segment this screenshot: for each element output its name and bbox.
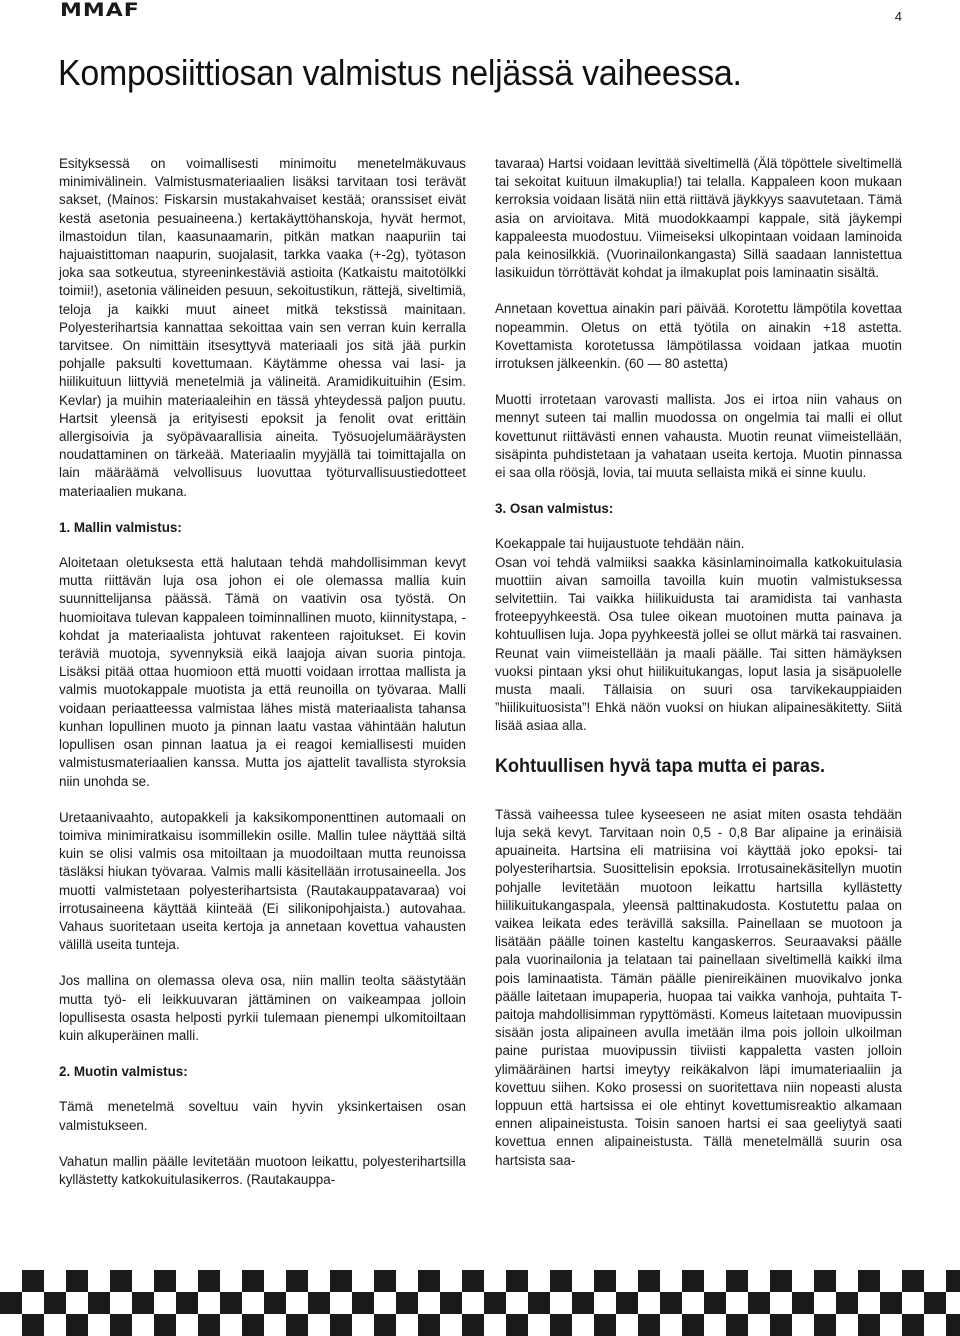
paragraph: Tämä menetelmä soveltuu vain hyvin yksinkertaisen osan valmistukseen. (59, 1099, 466, 1133)
brand-logo: MMAF (60, 0, 140, 22)
right-column (495, 155, 902, 1188)
paragraph: Aloitetaan oletuksesta että halutaan tehdä mahdollisimman kevyt mutta riittävän luja osa johon ei ole olemassa mallia kuin suunnittelijansa päässä. Tämä on vaativin osa työstä. On huomioitava tulevan kappaleen toiminnallinen muoto, kiinnitystapa, -kohdat ja materiaalista johtuvat rakenteen rajoitukset. Ei kovin teräviä muotoja, syvennyksiä eikä laajoja aivan suoria pintoja. Lisäksi pitää ottaa huomioon että muotti voidaan irrottaa mallista ja valmis muotokappale muotista ja että reunoilla on työvaraa. Malli voidaan periaatteessa valmistaa lähes mistä materiaalista tahansa kunhan lopullinen muoto ja pinnan laatu vastaa vähintään halutun lopullisen osan pinnan laatua ja ei reagoi kemiallisesti muiden valmistusmateriaalien kanssa. Mutta jos ajattelit tavallista styroksia niin unohda se. (59, 555, 466, 789)
page-number: 4 (894, 9, 902, 24)
paragraph: Annetaan kovettua ainakin pari päivää. Korotettu lämpötila kovettaa nopeammin. Oletus on että työtila on ainakin +18 astetta. Kovettamista korotetussa lämpötilassa voidaan jatkaa muotin irrotuksen jälkeenkin. (60 — 80 astetta) (495, 301, 902, 372)
paragraph: Vahatun mallin päälle levitetään muotoon leikattu, polyesterihartsilla kyllästetty katkokuitulasikerros. (Rautakauppa- (59, 1153, 466, 1187)
section-heading-mallin-valmistus: 1. Mallin valmistus: (59, 519, 182, 535)
paragraph: Uretaanivaahto, autopakkeli ja kaksikomponenttinen automaali on toimiva minimiratkaisu isommillekin osille. Mallin tulee näyttää siltä kuin se olisi valmis osa mitoiltaan ja muodoiltaan mutta reunoissa täsläksi hiukan työvaraa. Valmis malli käsitellään irrotusaineella. Jos muotti valmistetaan polyesterihartsista (Rautakauppatavaraa) voi irrotusaineena käyttää kiinteää (Ei silikonipohjaista.) autovahaa. Vahaus suoritetaan useita kertoja ja annetaan kovettua vahausten välillä useita tunteja. (59, 809, 466, 953)
section-heading-osan-valmistus: 3. Osan valmistus: (495, 501, 614, 517)
paragraph: Tässä vaiheessa tulee kyseeseen ne asiat miten osasta tehdään luja sekä kevyt. Tarvitaan noin 0,5 - 0,8 Bar alipaine ja erinäisiä apuaineita. Hartsina eli matriisina voi käyttää joko epoksi- tai polyesterihartsia. Suosittelisin epoksia. Irrotusainekäsitellyn muotin pohjalle levitetään muotoon leikattu hartsilla kyllästetty hiilikuitukangaspala, yleensä palttinakudosta. Kostutettu palaa on vaikea leikata edes terävillä saksilla. Painellaan se muotoon ja lisätään päälle toinen kasteltu kangaskerros. Seuraavaksi päälle pala vuorinailonia ja telataan tai painellaan siveltimellä kaikki ilma pois laminaatista. Tämän päälle pienireikäinen muovikalvo jonka päälle laitetaan imupaperia, huopaa tai vaikka vanhoja, puhtaita T-paitoja mahdollisimman rypyttömästi. Komeus laitetaan muovipussin sisään josta alipaineen avulla imetään ilma pois jolloin ulkoilman paine puristaa muovipussin tiiviisti kappaletta vasten jolloin ylimääräinen hartsi imeytyy reikäkalvon läpi imumateriaaliin ja kovettuu siihen. Koko prosessi on suoritettava niin nopeasti alusta loppuun että hartsissa ei ole ehtinyt kovettumisreaktio alkamaan ennen alipaineistusta. Toisin sanoen hartsi ei saa geeliytyä saati kovettua ennen alipaineistusta. Tällä menetelmällä suurin osa hartsista saa- (495, 806, 902, 1168)
subheading: Kohtuullisen hyvä tapa mutta ei paras. (495, 755, 826, 777)
page-title: Komposiittiosan valmistus neljässä vaiheessa. (58, 52, 742, 93)
section-heading-muotin-valmistus: 2. Muotin valmistus: (59, 1064, 188, 1080)
paragraph: tavaraa) Hartsi voidaan levittää siveltimellä (Älä töpöttele siveltimellä tai sekoitat kuituun ilmakuplia!) tai telalla. Kappaleen koon mukaan kerroksia voidaan lisätä niin että riittävä jäykkyys saavutetaan. Tämä asia on arvioitava. Mitä muodokkaampi kappale, sitä jäykempi kappaleesta muodostuu. Viimeiseksi ulkopintaan voidaan laminoida pala keinosilkkiä. (Vuorinailonkangasta) Sillä saadaan lannistettua lasikuidun törröttävät kohdat ja ilmakuplat pois laminaatin sisältä. (495, 156, 902, 281)
intro-paragraph: Esityksessä on voimallisesti minimoitu menetelmäkuvaus minimivälinein. Valmistusmateriaalien lisäksi tarvitaan tosi terävät sakset, (Mainos: Fiskarsin mustakahvaiset kestää; oranssiset eivät kestä asetonia pesuaineena.) kertakäyttöhanskoja, hyvät hermot, ilmastoidun tilan, kaasunaamarin, pitkän matkan naapuriin tai hajuaistittoman naapurin, suojalasit, tarkka vaaka (+-2g), työtason joka saa sotkeutua, styreeninkestäviä astioita (Katkaistu maitotölkki toimii!), asetonia välineiden pesuun, sekoitustikun, rättejä, siveltimiä, teloja ja kaikki muut aineet mitkä tekstissä mainitaan. Polyesterihartsia kannattaa sekoittaa vain sen verran kuin kerralla tarvitsee. On nimittäin itsesyttyvä materiaali jos sitä jää purkin pohjalle paksulti kovettumaan. Käytämme ohessa vai lasi- ja hiilikuituun liittyviä menetelmiä ja välineitä. Aramidikuituihin (Esim. Kevlar) ja muihin materiaaleihin en tässä yhteydessä paljon puutu. Hartsit yleensä ja erityisesti epoksit ja fenolit ovat erittäin allergisoivia ja syöpävaarallisia aineita. Työsuojelumääräysten noudattaminen on tärkeää. Materiaalin myyjällä tai toimittajalla on lain määräämä velvollisuus luovuttaa työturvallisuustiedotteet materiaalien mukana. (59, 156, 466, 499)
left-column (59, 155, 466, 1207)
paragraph: Jos mallina on olemassa oleva osa, niin mallin teolta säästytään mutta työ- eli leikkuuvaran jättäminen on vaikeampaa jolloin lopullisesta osasta helposti pyrkii tulemaan pienempi ulkomitoiltaan kuin alkuperäinen malli. (59, 973, 466, 1043)
checkered-footer-band (0, 1270, 960, 1336)
paragraph: Koekappale tai huijaustuote tehdään näin. Osan voi tehdä valmiiksi saakka käsinlaminoimalla katkokuitulasia muottiin aivan samoilla tavoilla kuin muotin valmistuksessa selvitettiin. Tai vaikka hiilikuidusta tai aramidista tai vanhasta froteepyyhkeestä. Osa tulee oikean muotoinen mutta painava ja kohtuullisen luja. Jopa pyyhkeestä jollei se ollut märkä tai rasvainen. Reunat vain viimeistellään ja maali päälle. Tai sitten hämäyksen vuoksi pintaan yksi ohut hiilikuitukangas, loput lasia ja sisäpuolelle musta maali. Tällaisia on suuri osa tarvikekauppiaiden ”hiilikuituosista”! Ehkä näön vuoksi on hiukan alipainesäkitetty. Siitä lisää asiaa alla. (495, 536, 902, 734)
paragraph: Muotti irrotetaan varovasti mallista. Jos ei irtoa niin vahaus on mennyt suteen tai mallin muodossa on ongelmia tai malli ei ollut kovettunut riittävästi ennen vahausta. Muotin reunat viimeistellään, sisäpinta puhdistetaan ja vahataan useita kertoja. Muotin pinnassa ei saa olla röösjä, lovia, tai muuta sellaista mikä ei sinne kuulu. (495, 392, 902, 481)
